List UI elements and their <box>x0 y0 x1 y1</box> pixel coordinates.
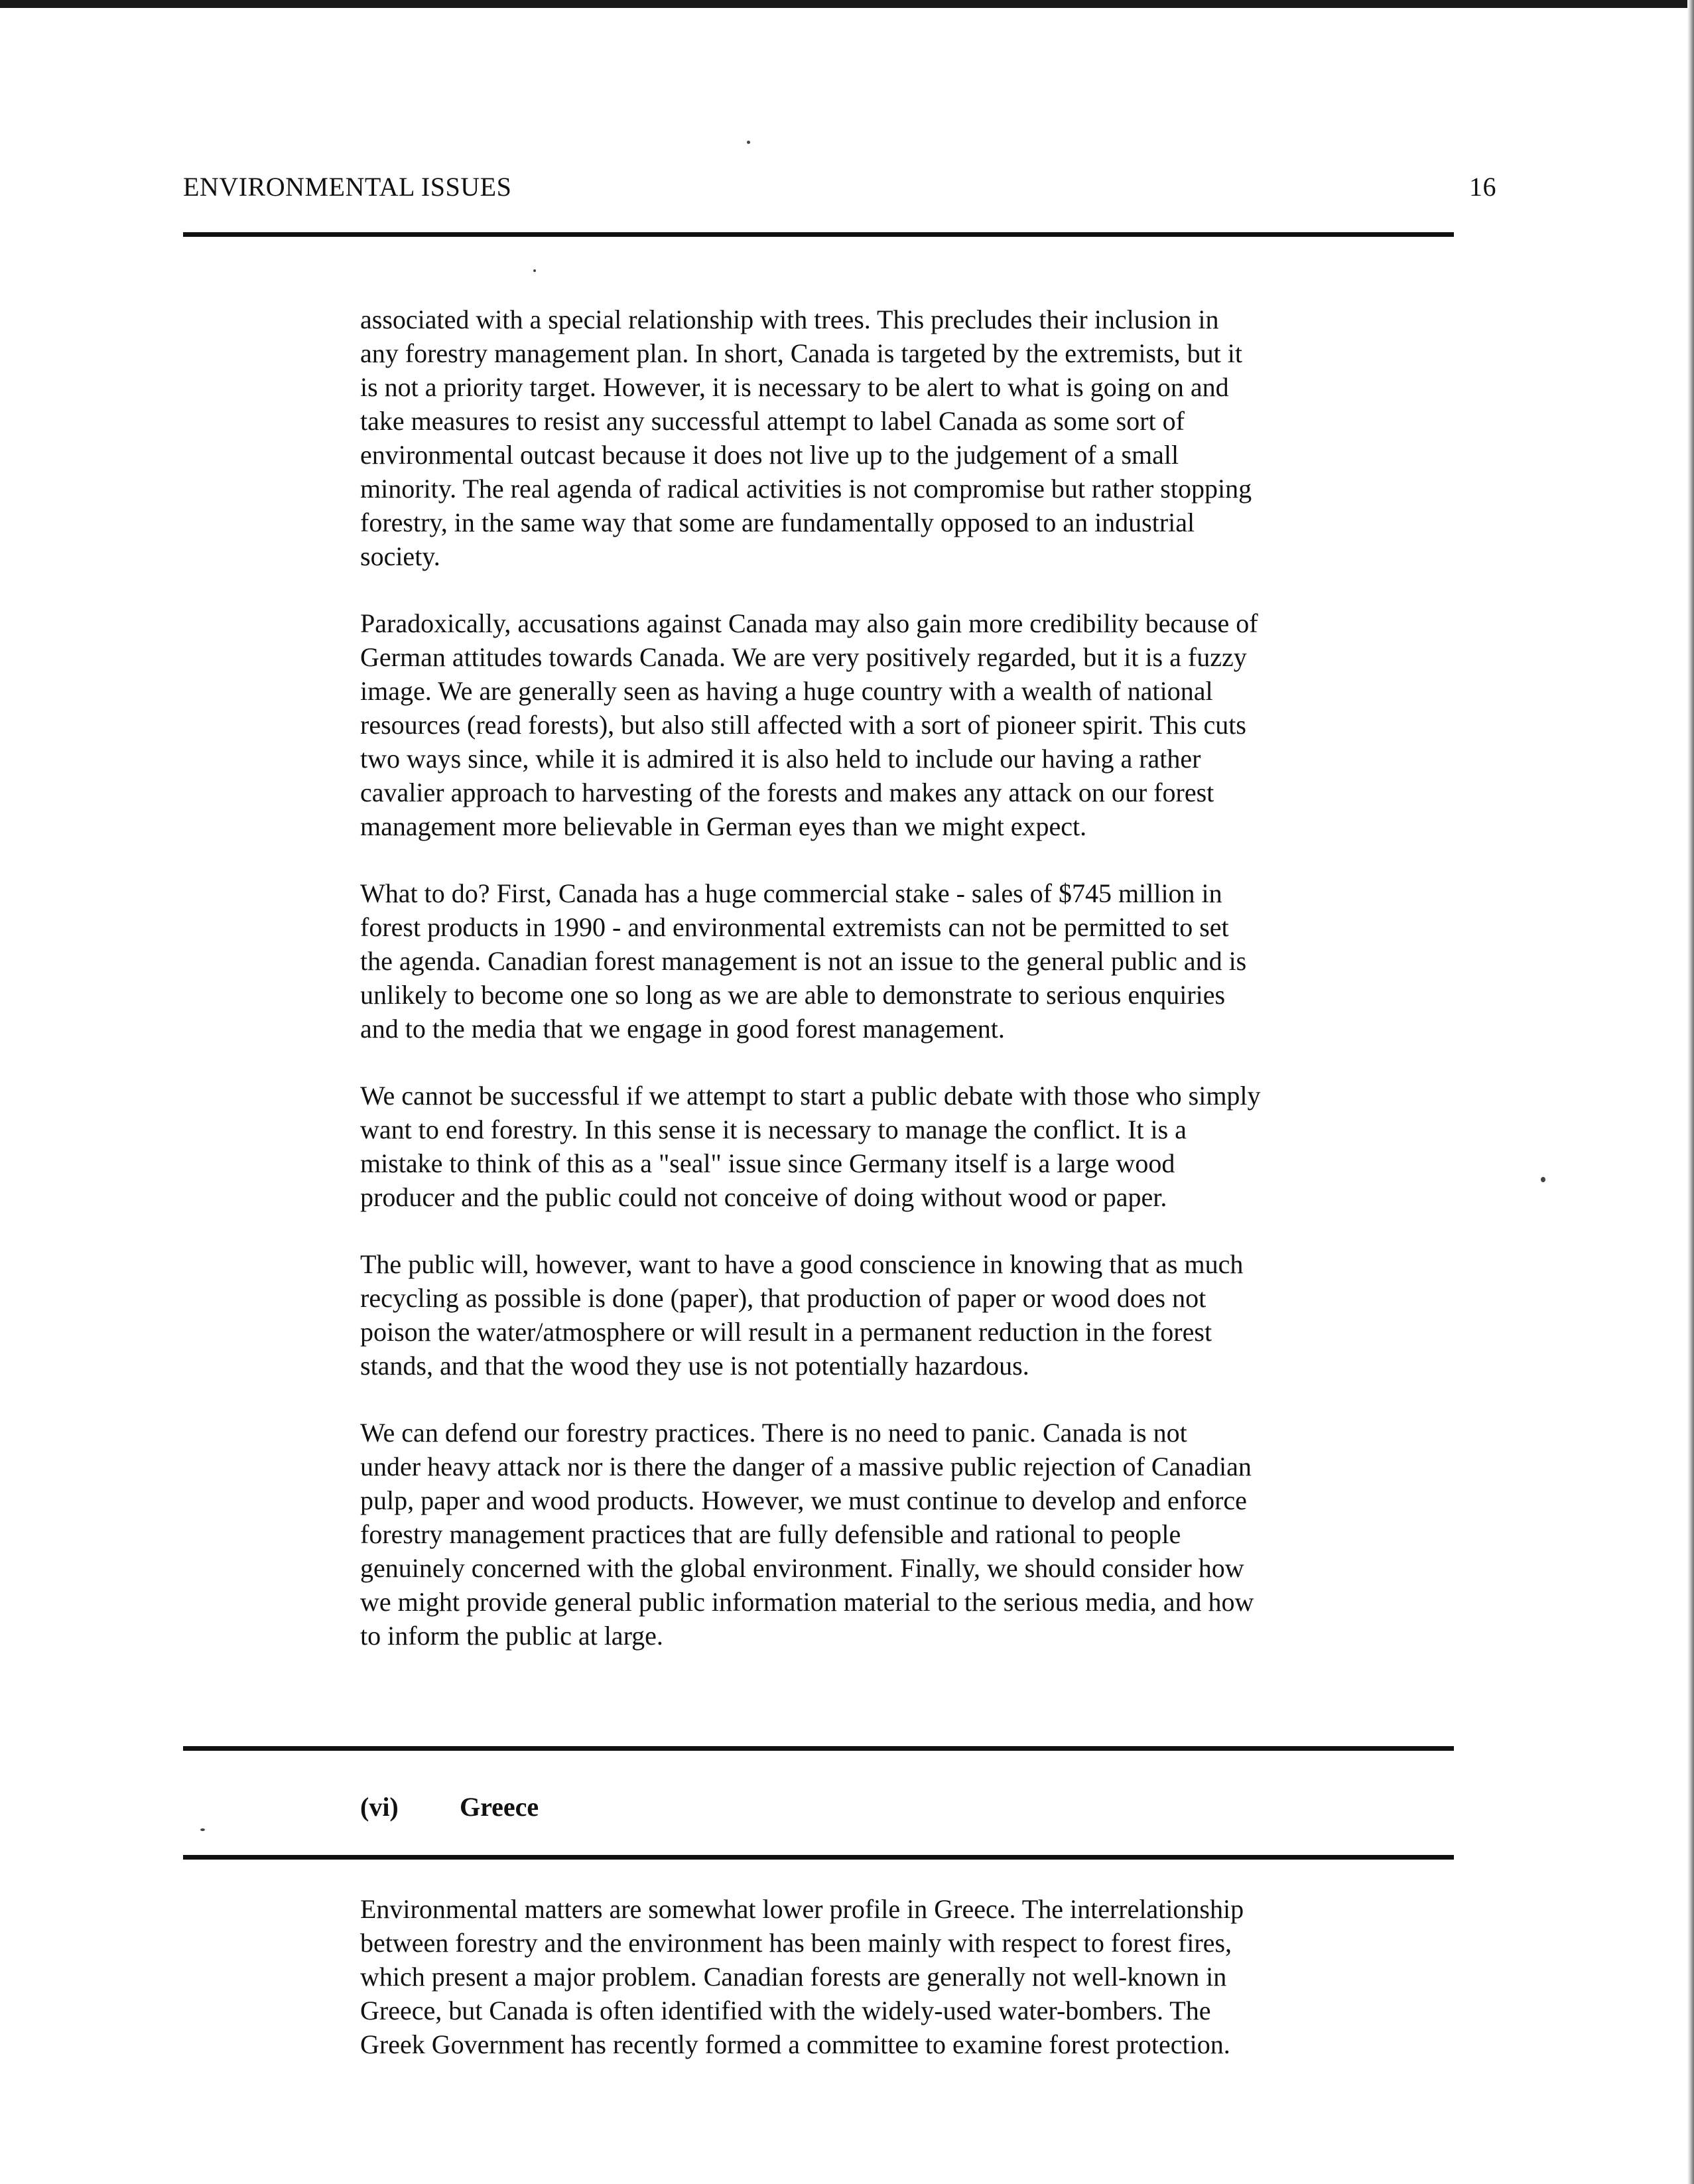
section-number: (vi) <box>360 1792 399 1822</box>
section-title: Greece <box>460 1792 539 1822</box>
scan-speck <box>1541 1177 1545 1182</box>
paragraph-5: The public will, however, want to have a good conscience in knowing that as much recycling as possible is done (paper), that production of paper or wood does not poison the water/atmosphere or will result in a permanent reduction in the forest stands, and that the wood they use is not potentially hazardous. <box>360 1249 1244 1381</box>
paragraph-6: We can defend our forestry practices. There is no need to panic. Canada is not under heavy attack nor is there the danger of a massive public rejection of Canadian pulp, paper and wood products. However, we must continue to develop and enforce forestry management practices that are fully defensible and rational to people genuinely concerned with the global environment. Finally, we should consider how we might provide general public information material to the serious media, and how to inform the public at large. <box>360 1418 1254 1651</box>
running-head-title: ENVIRONMENTAL ISSUES <box>183 172 512 202</box>
paragraph-3: What to do? First, Canada has a huge commercial stake - sales of $745 million in forest products in 1990 - and environmental extremists can not be permitted to set the agenda. Canadian forest management is not an issue to the general public and is unlikely to become one so long as we are able to demonstrate to serious enquiries and to the media that we engage in good forest management. <box>360 878 1247 1044</box>
running-head <box>183 171 1496 211</box>
section-heading <box>360 1791 539 1822</box>
section-paragraph: Environmental matters are somewhat lower profile in Greece. The interrelationship between forestry and the environment has been mainly with respect to forest fires, which present a major problem. Canadian forests are generally not well-known in Greece, but Canada is often identified with the widely-used water-bombers. The Greek Government has recently formed a committee to examine forest protection. <box>360 1894 1244 2059</box>
scan-right-edge <box>1687 0 1694 2184</box>
scan-speck <box>200 1828 205 1831</box>
header-rule <box>183 232 1454 237</box>
body-text <box>360 303 1501 1686</box>
paragraph-2: Paradoxically, accusations against Canada may also gain more credibility because of German attitudes towards Canada. We are very positively regarded, but it is a fuzzy image. We are generally seen as having a huge country with a wealth of national resources (read forests), but also still affected with a sort of pioneer spirit. This cuts two ways since, while it is admired it is also held to include our having a rather cavalier approach to harvesting of the forests and makes any attack on our forest management more believable in German eyes than we might expect. <box>360 608 1258 841</box>
page-number: 16 <box>1469 172 1496 202</box>
section-bottom-rule <box>183 1855 1454 1860</box>
paragraph-4: We cannot be successful if we attempt to start a public debate with those who simply want to end forestry. In this sense it is necessary to manage the conflict. It is a mistake to think of this as a "seal" issue since Germany itself is a large wood producer and the public could not conceive of doing without wood or paper. <box>360 1081 1261 1212</box>
scan-speck <box>747 141 750 144</box>
section-top-rule <box>183 1746 1454 1751</box>
paragraph-1: associated with a special relationship with trees. This precludes their inclusion in any forestry management plan. In short, Canada is targeted by the extremists, but it is not a priority target. However, it is necessary to be alert to what is going on and take measures to resist any successful attempt to label Canada as some sort of environmental outcast because it does not live up to the judgement of a small minority. The real agenda of radical activities is not compromise but rather stopping forestry, in the same way that some are fundamentally opposed to an industrial society. <box>360 305 1252 571</box>
scan-top-edge <box>0 0 1694 8</box>
scan-speck <box>533 269 536 272</box>
